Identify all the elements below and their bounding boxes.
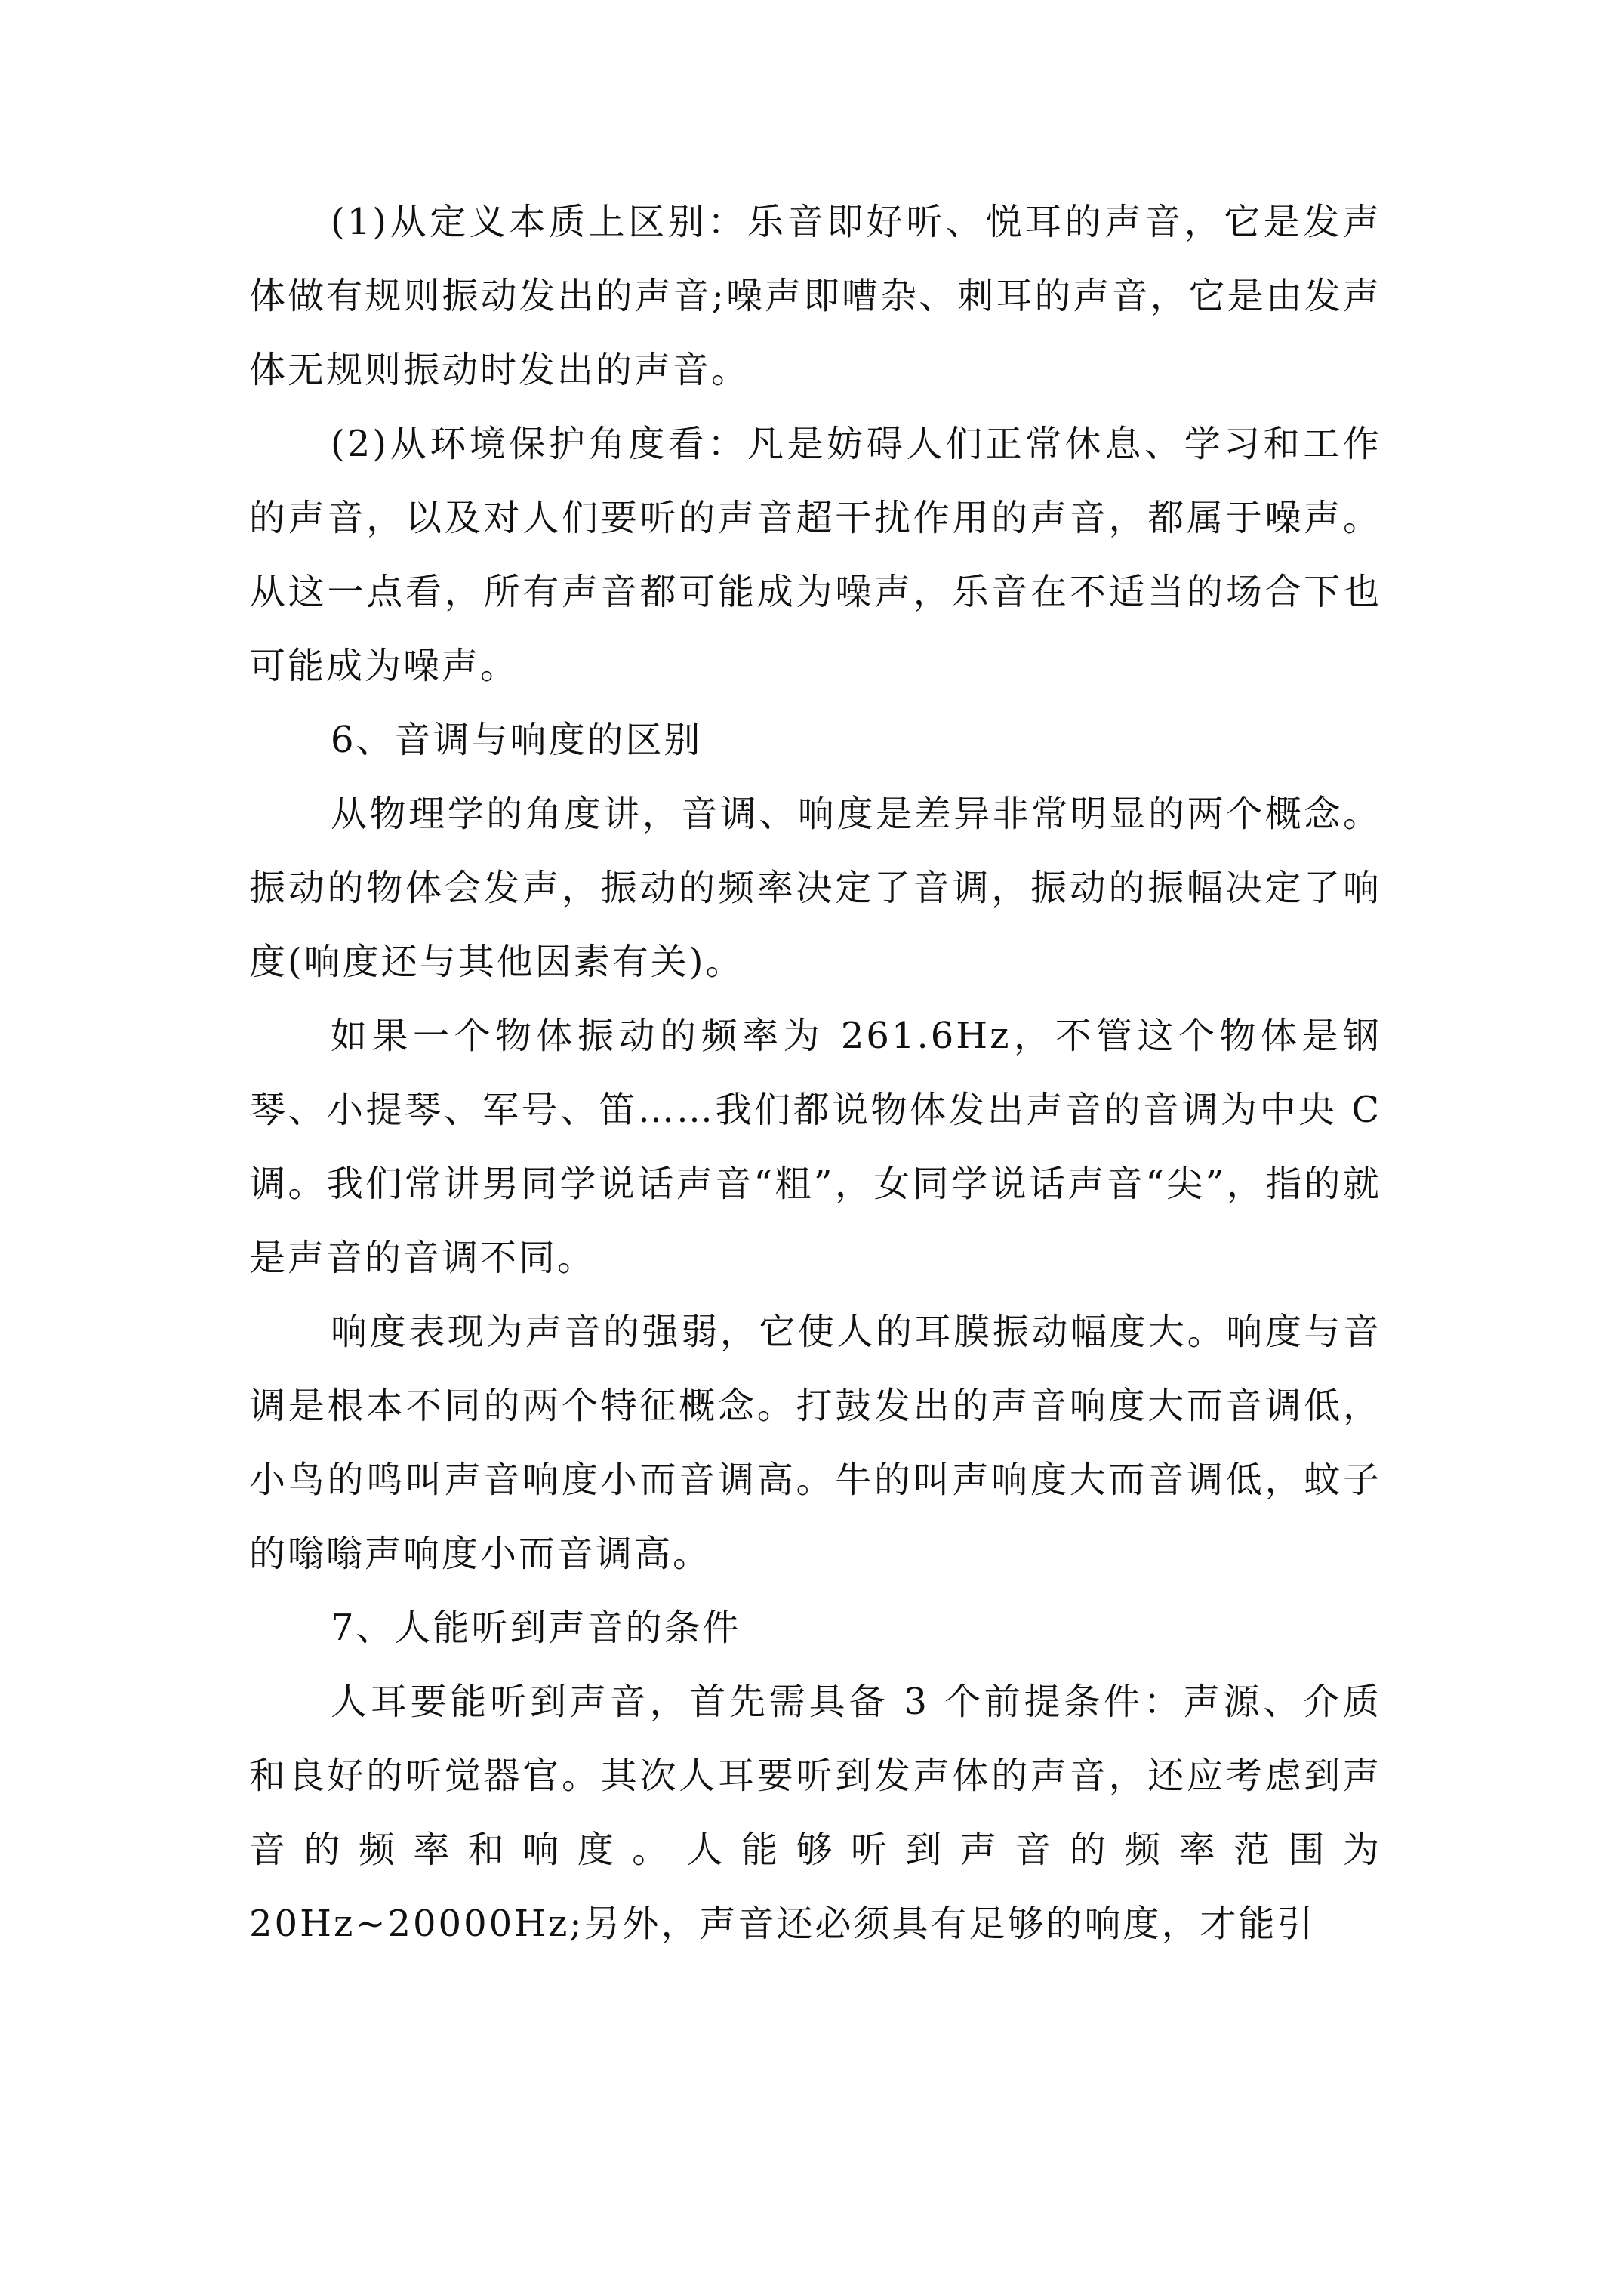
paragraph-environment-perspective: (2)从环境保护角度看：凡是妨碍人们正常休息、学习和工作的声音，以及对人们要听的声音超干扰作用的声音，都属于噪声。从这一点看，所有声音都可能成为噪声，乐音在不适当的场合下也可能成为噪声。	[249, 423, 1381, 687]
section-heading-hearing-conditions: 7、人能听到声音的条件	[331, 1607, 741, 1649]
paragraph-hearing-requirements: 人耳要能听到声音，首先需具备 3 个前提条件：声源、介质和良好的听觉器官。其次人耳要听到发声体的声音，还应考虑到声音的频率和响度。人能够听到声音的频率范围为 20Hz~20000Hz;另外，声音还必须具有足够的响度，才能引	[249, 1681, 1381, 1945]
paragraph-frequency-example: 如果一个物体振动的频率为 261.6Hz，不管这个物体是钢琴、小提琴、军号、笛……我们都说物体发出声音的音调为中央 C 调。我们常讲男同学说话声音“粗”，女同学说话声音“尖”，指的就是声音的音调不同。	[249, 1015, 1381, 1279]
section-heading-pitch-loudness: 6、音调与响度的区别	[331, 719, 703, 761]
paragraph-physics-concepts: 从物理学的角度讲，音调、响度是差异非常明显的两个概念。振动的物体会发声，振动的频率决定了音调，振动的振幅决定了响度(响度还与其他因素有关)。	[249, 793, 1381, 983]
document-body	[249, 185, 1381, 1961]
paragraph-definition-difference: (1)从定义本质上区别：乐音即好听、悦耳的声音，它是发声体做有规则振动发出的声音;噪声即嘈杂、刺耳的声音，它是由发声体无规则振动时发出的声音。	[249, 201, 1381, 391]
paragraph-loudness-description: 响度表现为声音的强弱，它使人的耳膜振动幅度大。响度与音调是根本不同的两个特征概念。打鼓发出的声音响度大而音调低，小鸟的鸣叫声音响度小而音调高。牛的叫声响度大而音调低，蚊子的嗡嗡声响度小而音调高。	[249, 1311, 1381, 1575]
